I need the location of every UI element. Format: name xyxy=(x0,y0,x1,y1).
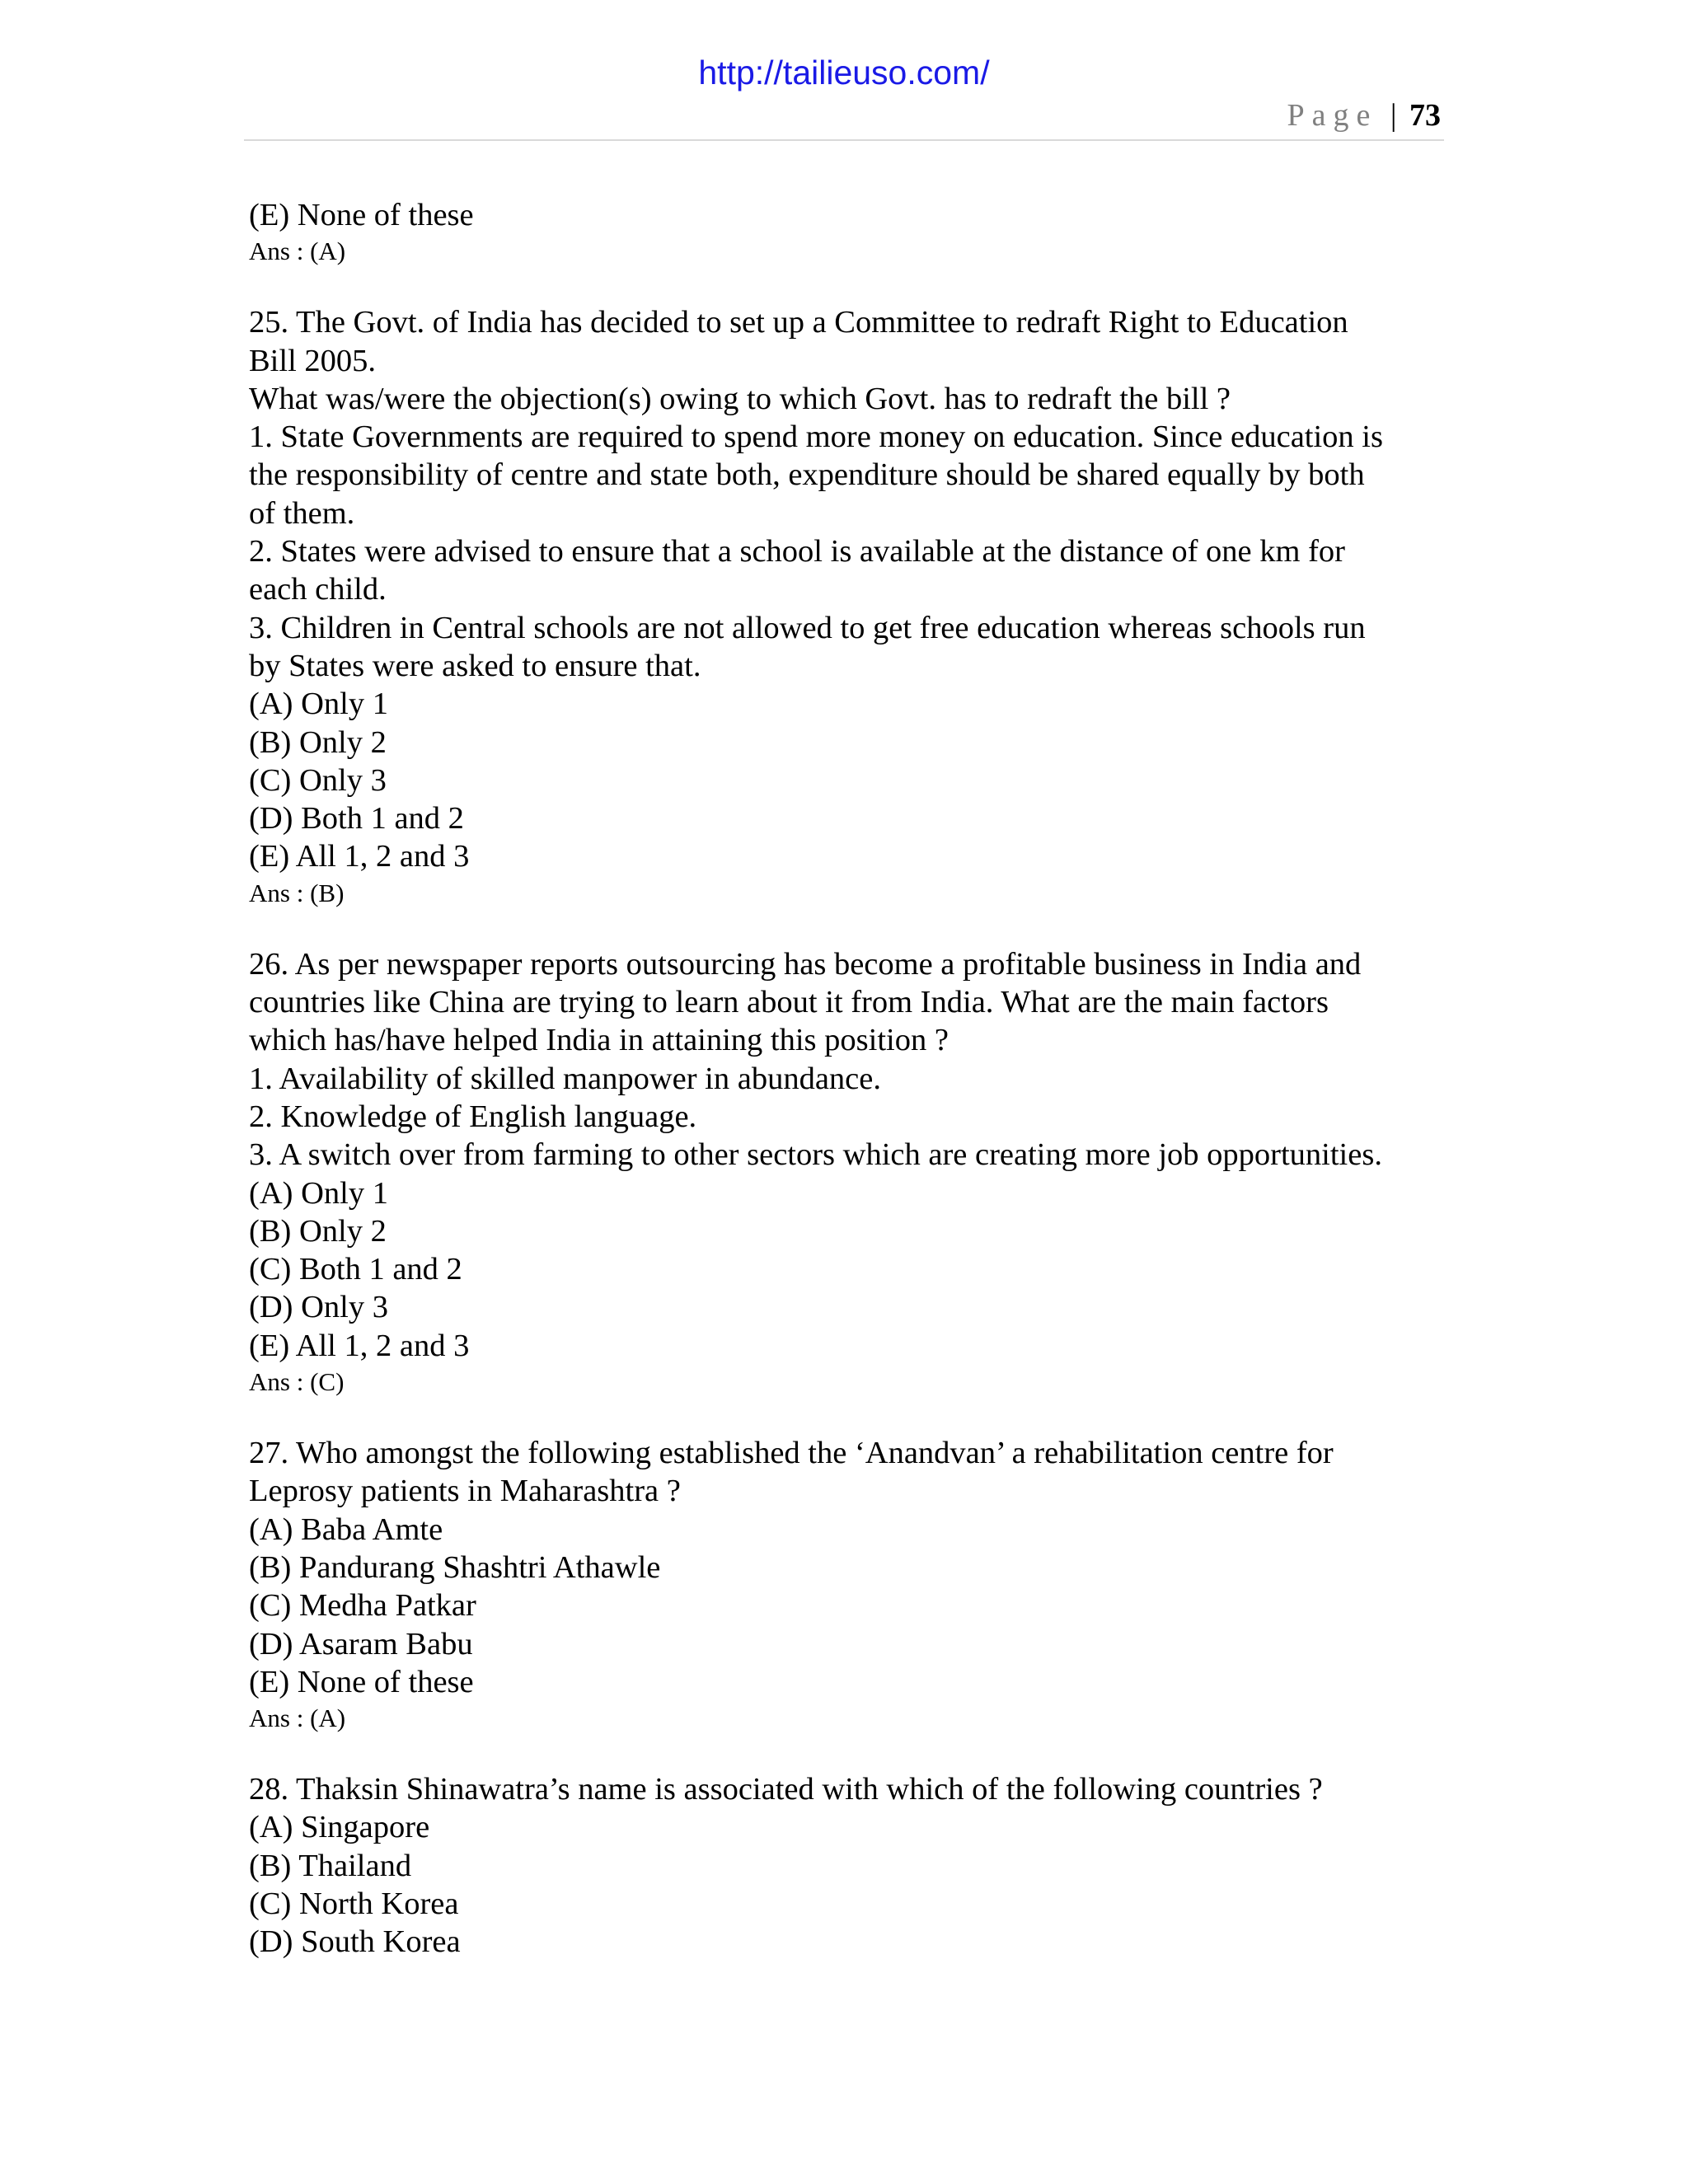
question-line: countries like China are trying to learn about it from India. What are the main factors xyxy=(249,985,1329,1020)
question-line: each child. xyxy=(249,572,387,607)
question-line: (D) South Korea xyxy=(249,1924,461,1960)
block-spacer xyxy=(249,1736,1444,1770)
question-line: Bill 2005. xyxy=(249,343,377,378)
answer-line: Ans : (A) xyxy=(249,1704,346,1733)
page-label: Page xyxy=(1287,98,1378,133)
page-number-header xyxy=(1287,97,1441,135)
question-line: 28. Thaksin Shinawatra’s name is associated with which of the following countries ? xyxy=(249,1772,1323,1807)
question-line: which has/have helped India in attaining this position ? xyxy=(249,1023,949,1058)
question-line: (B) Only 2 xyxy=(249,724,387,760)
block-spacer xyxy=(249,1399,1444,1434)
question-line: (B) Only 2 xyxy=(249,1213,387,1249)
question-line: (E) All 1, 2 and 3 xyxy=(249,1328,470,1363)
question-line: (D) Only 3 xyxy=(249,1290,388,1325)
question-line: (B) Thailand xyxy=(249,1848,412,1883)
answer-line: Ans : (B) xyxy=(249,878,345,907)
question-line: (A) Singapore xyxy=(249,1810,430,1845)
question-line: (B) Pandurang Shashtri Athawle xyxy=(249,1549,661,1585)
question-line: 2. States were advised to ensure that a school is available at the distance of one km for xyxy=(249,534,1345,569)
question-block xyxy=(249,1770,1444,1961)
question-line: 1. State Governments are required to spend more money on education. Since education is xyxy=(249,419,1383,455)
question-line: (C) North Korea xyxy=(249,1886,459,1921)
question-line: (E) None of these xyxy=(249,1664,474,1699)
question-block xyxy=(249,196,1444,269)
page-number: 73 xyxy=(1409,98,1441,133)
question-line: (C) Both 1 and 2 xyxy=(249,1252,462,1287)
question-line: (E) None of these xyxy=(249,198,474,232)
question-content xyxy=(249,196,1444,1961)
question-line: 27. Who amongst the following established the ‘Anandvan’ a rehabilitation centre for xyxy=(249,1436,1334,1471)
question-block xyxy=(249,303,1444,910)
question-line: (A) Only 1 xyxy=(249,687,388,722)
block-spacer xyxy=(249,911,1444,945)
site-url-link[interactable]: http://tailieuso.com/ xyxy=(698,54,990,91)
question-line: by States were asked to ensure that. xyxy=(249,648,701,683)
question-line: 3. A switch over from farming to other sectors which are creating more job opportunities. xyxy=(249,1137,1382,1173)
block-spacer xyxy=(249,269,1444,303)
question-line: the responsibility of centre and state both, expenditure should be shared equally by both xyxy=(249,457,1365,493)
question-line: 3. Children in Central schools are not allowed to get free education whereas schools run xyxy=(249,610,1366,645)
question-line: (C) Medha Patkar xyxy=(249,1588,476,1624)
question-line: 2. Knowledge of English language. xyxy=(249,1099,697,1134)
question-block xyxy=(249,1434,1444,1736)
page-separator: | xyxy=(1390,98,1397,133)
question-line: 25. The Govt. of India has decided to set up a Committee to redraft Right to Education xyxy=(249,305,1348,340)
question-line: 26. As per newspaper reports outsourcing has become a profitable business in India and xyxy=(249,946,1362,982)
question-line: (D) Asaram Babu xyxy=(249,1626,473,1661)
question-line: of them. xyxy=(249,495,355,531)
question-line: (A) Baba Amte xyxy=(249,1511,443,1547)
question-line: (C) Only 3 xyxy=(249,762,387,798)
question-line: (E) All 1, 2 and 3 xyxy=(249,839,470,874)
answer-line: Ans : (C) xyxy=(249,1367,345,1397)
answer-line: Ans : (A) xyxy=(249,237,346,266)
header-divider xyxy=(244,139,1444,141)
question-line: (A) Only 1 xyxy=(249,1175,388,1211)
question-line: (D) Both 1 and 2 xyxy=(249,801,464,837)
question-line: Leprosy patients in Maharashtra ? xyxy=(249,1474,681,1509)
question-line: 1. Availability of skilled manpower in abundance. xyxy=(249,1061,881,1096)
question-line: What was/were the objection(s) owing to which Govt. has to redraft the bill ? xyxy=(249,381,1231,416)
question-block xyxy=(249,945,1444,1399)
